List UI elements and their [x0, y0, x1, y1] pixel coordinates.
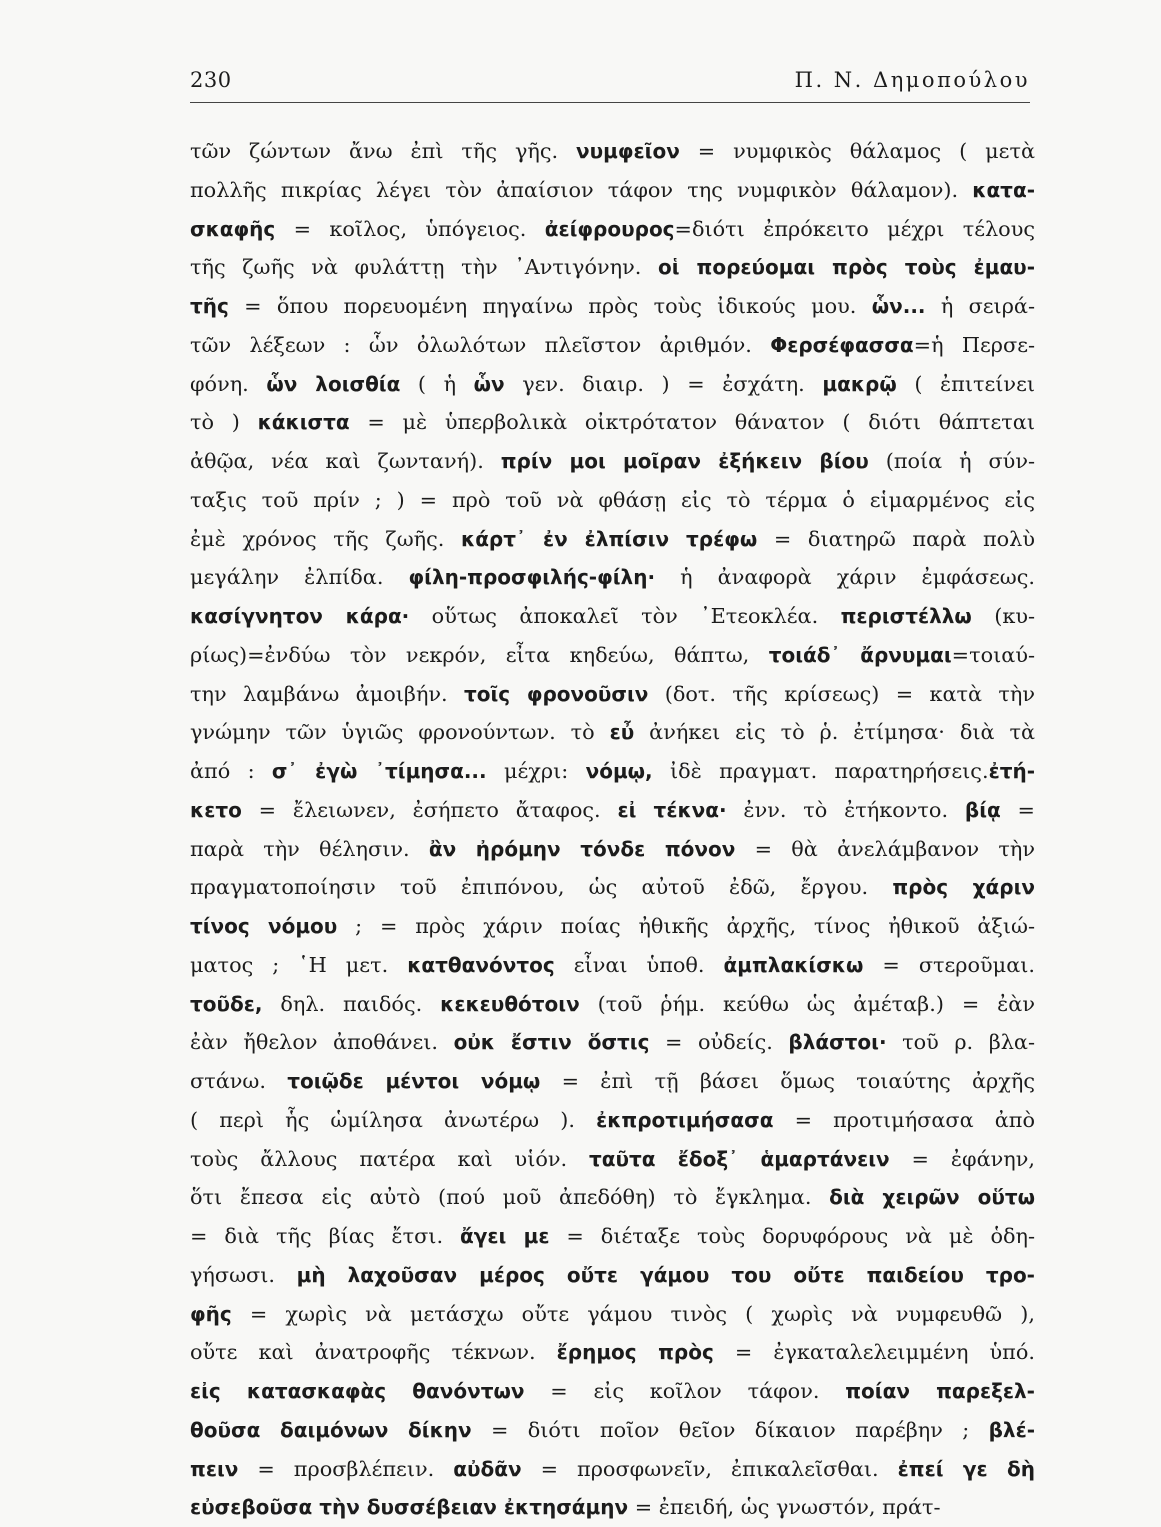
- text-line: [190, 868, 1035, 907]
- gloss-text: ἀπό :: [190, 759, 272, 783]
- lemma-term: τίνος νόμου: [190, 914, 338, 938]
- text-line: [190, 830, 1035, 869]
- lemma-term: ταῦτα ἔδοξ᾽ ἁμαρτάνειν: [589, 1146, 890, 1171]
- lemma-term: κάκιστα: [257, 410, 350, 435]
- lemma-term: βλάστοι·: [788, 1030, 887, 1055]
- text-line: [190, 210, 1035, 249]
- lemma-term: νυμφεῖον: [576, 139, 680, 163]
- lemma-term: βίᾳ: [964, 797, 1001, 822]
- gloss-text: = προσφωνεῖν, ἐπικαλεῖσθαι.: [521, 1456, 898, 1481]
- lemma-term: Φερσέφασσα: [770, 332, 914, 357]
- lemma-term: ἂν ἠρόμην τόνδε πόνον: [428, 836, 736, 861]
- lemma-term: κατθανόντος: [407, 952, 555, 977]
- gloss-text: (κυ-: [971, 604, 1035, 628]
- gloss-text: ρίως)=ἐνδύω τὸν νεκρόν, εἶτα κηδεύω, θάπτω,: [190, 642, 769, 667]
- gloss-text: ταξις τοῦ πρίν ; ) = πρὸ τοῦ νὰ φθάσῃ εἰς τὸ τέρμα ὁ εἱμαρμένος εἰς: [190, 487, 1035, 512]
- lemma-term: ἐπεί γε δὴ: [897, 1456, 1035, 1481]
- gloss-text: = θὰ ἀνελάμβανον τὴν: [735, 836, 1035, 861]
- text-line: [190, 1450, 1035, 1489]
- text-line: [190, 1101, 1035, 1140]
- lemma-term: ποίαν παρεξελ-: [845, 1379, 1035, 1403]
- lemma-term: μὴ λαχοῦσαν μέρος οὔτε γάμου του οὔτε παιδείου τρο-: [296, 1262, 1035, 1287]
- text-line: [190, 985, 1035, 1024]
- gloss-text: μέχρι:: [486, 759, 586, 783]
- lemma-term: οὐκ ἔστιν ὅστις: [453, 1030, 650, 1055]
- gloss-text: εἶναι ὑποθ.: [554, 952, 724, 977]
- text-line: [190, 1372, 1035, 1411]
- gloss-text: = νυμφικὸς θάλαμος ( μετὰ: [679, 139, 1035, 163]
- lemma-term: τῆς: [190, 294, 229, 318]
- gloss-text: = εἰς κοῖλον τάφον.: [524, 1379, 846, 1403]
- lemma-term: βλέ-: [988, 1417, 1035, 1442]
- gloss-text: ἐμὲ χρόνος τῆς ζωῆς.: [190, 526, 461, 551]
- gloss-text: παρὰ τὴν θέλησιν.: [190, 836, 429, 861]
- lemma-term: εὖ: [609, 720, 635, 745]
- text-line: [190, 1256, 1035, 1295]
- lemma-term: σκαφῆς: [190, 216, 276, 241]
- gloss-text: = ἐπὶ τῇ βάσει ὅμως τοιαύτης ἀρχῆς: [540, 1069, 1035, 1093]
- gloss-text: ἡ ἀναφορὰ χάριν ἐμφάσεως.: [655, 565, 1035, 590]
- text-line: [190, 1333, 1035, 1372]
- gloss-text: την λαμβάνω ἀμοιβήν.: [190, 681, 464, 706]
- body-text: [190, 132, 1035, 1527]
- lemma-term: κεκευθότοιν: [440, 991, 580, 1016]
- lemma-term: ὧν: [473, 371, 505, 396]
- lemma-term: σ᾽ ἐγὼ ᾽τίμησα...: [271, 759, 487, 783]
- lemma-term: κατα-: [972, 177, 1035, 202]
- text-line: [190, 636, 1035, 675]
- lemma-term: ἄγει με: [460, 1224, 550, 1248]
- text-line: [190, 403, 1035, 442]
- lemma-term: πρὸς χάριν: [892, 875, 1035, 900]
- text-line: [190, 171, 1035, 210]
- lemma-term: πειν: [190, 1456, 239, 1481]
- text-line: [190, 1295, 1035, 1334]
- text-line: [190, 558, 1035, 597]
- lemma-term: κάρτ᾽ ἐν ἐλπίσιν τρέφω: [460, 526, 758, 551]
- text-line: [190, 752, 1035, 791]
- gloss-text: ἀθῷα, νέα καὶ ζωντανή).: [190, 449, 501, 473]
- gloss-text: ἐὰν ἤθελον ἀποθάνει.: [190, 1030, 454, 1055]
- text-line: [190, 520, 1035, 559]
- text-line: [190, 713, 1035, 752]
- gloss-text: = οὐδείς.: [649, 1030, 789, 1055]
- gloss-text: ἐνν. τὸ ἐτήκοντο.: [726, 797, 965, 822]
- lemma-term: περιστέλλω: [840, 604, 972, 628]
- gloss-text: τῶν λέξεων : ὧν ὀλωλότων πλεῖστον ἀριθμόν.: [190, 332, 771, 357]
- lemma-term: οἱ πορεύομαι πρὸς τοὺς ἐμαυ-: [658, 255, 1035, 280]
- text-line: [190, 597, 1035, 636]
- gloss-text: ( ἐπιτείνει: [896, 371, 1035, 396]
- lemma-term: τοῖς φρονοῦσιν: [464, 681, 649, 706]
- gloss-text: γήσωσι.: [190, 1262, 297, 1287]
- text-line: [190, 1411, 1035, 1450]
- gloss-text: δηλ. παιδός.: [262, 991, 441, 1016]
- text-line: [190, 442, 1035, 481]
- text-line: [190, 791, 1035, 830]
- text-line: [190, 132, 1035, 171]
- gloss-text: (δοτ. τῆς κρίσεως) = κατὰ τὴν: [648, 681, 1035, 706]
- gloss-text: = προσβλέπειν.: [238, 1456, 454, 1481]
- text-line: [190, 1217, 1035, 1256]
- gloss-text: ; = πρὸς χάριν ποίας ἠθικῆς ἀρχῆς, τίνος ἠθικοῦ ἀξιώ-: [337, 914, 1035, 938]
- text-line: [190, 1140, 1035, 1179]
- page-header: [190, 68, 1030, 102]
- lemma-term: ἐκπροτιμήσασα: [596, 1107, 774, 1132]
- lemma-term: ἀείφρουρος: [544, 216, 675, 241]
- gloss-text: =ἡ Περσε-: [913, 332, 1035, 357]
- gloss-text: ἡ σειρά-: [925, 294, 1035, 318]
- gloss-text: τοῦ ρ. βλα-: [886, 1030, 1035, 1055]
- text-line: [190, 1488, 1035, 1527]
- gloss-text: οὕτως ἀποκαλεῖ τὸν ᾿Ετεοκλέα.: [409, 604, 841, 628]
- gloss-text: = προτιμήσασα ἀπὸ: [773, 1107, 1035, 1132]
- lemma-term: αὐδᾶν: [453, 1456, 522, 1481]
- gloss-text: = ἐπειδή, ὡς γνωστόν, πράτ-: [628, 1495, 941, 1520]
- gloss-text: = κοῖλος, ὑπόγειος.: [275, 216, 545, 241]
- text-line: [190, 481, 1035, 520]
- text-line: [190, 326, 1035, 365]
- lemma-term: εὐσεβοῦσα τὴν δυσσέβειαν ἐκτησάμην: [190, 1495, 629, 1520]
- lemma-term: φίλη-προσφιλής-φίλη·: [408, 565, 656, 590]
- gloss-text: πολλῆς πικρίας λέγει τὸν ἀπαίσιον τάφον της νυμφικὸν θάλαμον).: [190, 177, 973, 202]
- gloss-text: = διότι ποῖον θεῖον δίκαιον παρέβην ;: [471, 1417, 989, 1442]
- lemma-term: εἰς κατασκαφὰς θανόντων: [190, 1379, 525, 1403]
- text-line: [190, 907, 1035, 946]
- gloss-text: ἰδὲ πραγματ. παρατηρήσεις.: [652, 759, 989, 783]
- lemma-term: φῆς: [190, 1301, 232, 1326]
- gloss-text: ( περὶ ἧς ὡμίλησα ἀνωτέρω ).: [190, 1107, 597, 1132]
- lemma-term: ἔρημος πρὸς: [556, 1340, 714, 1365]
- lemma-term: τοιῷδε μέντοι νόμῳ: [287, 1069, 541, 1093]
- gloss-text: = διέταξε τοὺς δορυφόρους νὰ μὲ ὁδη-: [549, 1224, 1035, 1248]
- lemma-term: τοῦδε,: [190, 991, 263, 1016]
- gloss-text: γνώμην τῶν ὑγιῶς φρονούντων. τὸ: [190, 720, 610, 745]
- gloss-text: ὅτι ἔπεσα εἰς αὐτὸ (πού μοῦ ἀπεδόθη) τὸ ἔγκλημα.: [190, 1185, 830, 1210]
- gloss-text: = ἐγκαταλελειμμένη ὑπό.: [713, 1340, 1035, 1365]
- gloss-text: = διὰ τῆς βίας ἔτσι.: [190, 1224, 461, 1248]
- gloss-text: = στεροῦμαι.: [863, 952, 1035, 977]
- text-line: [190, 287, 1035, 326]
- gloss-text: τὸ ): [190, 410, 258, 435]
- text-line: [190, 1062, 1035, 1101]
- lemma-term: ὧν λοισθία: [266, 371, 401, 396]
- running-head: Π. Ν. Δημοπούλου: [794, 68, 1030, 92]
- lemma-term: εἰ τέκνα·: [617, 797, 727, 822]
- gloss-text: =διότι ἐπρόκειτο μέχρι τέλους: [674, 216, 1035, 241]
- text-line: [190, 675, 1035, 714]
- lemma-term: ἀμπλακίσκω: [723, 952, 864, 977]
- lemma-term: ὧν...: [871, 294, 926, 318]
- gloss-text: τῆς ζωῆς νὰ φυλάττῃ τὴν ᾿Αντιγόνην.: [190, 255, 658, 280]
- gloss-text: = μὲ ὑπερβολικὰ οἰκτρότατον θάνατον ( διότι θάπτεται: [349, 410, 1035, 435]
- lemma-term: κετο: [190, 797, 242, 822]
- gloss-text: (ποία ἡ σύν-: [868, 449, 1035, 473]
- gloss-text: = ἔλειωνεν, ἐσήπετο ἄταφος.: [241, 797, 618, 822]
- header-rule: [190, 102, 1030, 103]
- gloss-text: ( ἡ: [400, 371, 474, 396]
- gloss-text: στάνω.: [190, 1069, 288, 1093]
- page-number: 230: [190, 68, 232, 92]
- gloss-text: = ἐφάνην,: [889, 1146, 1035, 1171]
- gloss-text: = ὅπου πορευομένη πηγαίνω πρὸς τοὺς ἰδικούς μου.: [228, 294, 872, 318]
- text-line: [190, 1023, 1035, 1062]
- lemma-term: κασίγνητον κάρα·: [190, 604, 410, 628]
- gloss-text: =: [1000, 797, 1035, 822]
- gloss-text: ματος ; ῾Η μετ.: [190, 952, 408, 977]
- text-line: [190, 946, 1035, 985]
- gloss-text: οὔτε καὶ ἀνατροφῆς τέκνων.: [190, 1340, 557, 1365]
- gloss-text: = χωρὶς νὰ μετάσχω οὔτε γάμου τινὸς ( χωρὶς νὰ νυμφευθῶ ),: [231, 1301, 1035, 1326]
- lemma-term: τοιάδ᾽ ἄρνυμαι: [768, 642, 952, 667]
- lemma-term: διὰ χειρῶν οὕτω: [829, 1185, 1035, 1210]
- text-line: [190, 365, 1035, 404]
- gloss-text: τῶν ζώντων ἄνω ἐπὶ τῆς γῆς.: [190, 139, 577, 163]
- gloss-text: πραγματοποίησιν τοῦ ἐπιπόνου, ὡς αὐτοῦ ἐδῶ, ἔργου.: [190, 875, 893, 900]
- lemma-term: νόμῳ,: [585, 759, 653, 783]
- gloss-text: = διατηρῶ παρὰ πολὺ: [757, 526, 1035, 551]
- lemma-term: ἐτή-: [988, 759, 1035, 783]
- lemma-term: πρίν μοι μοῖραν ἐξήκειν βίου: [500, 449, 869, 473]
- gloss-text: τοὺς ἄλλους πατέρα καὶ υἱόν.: [190, 1146, 590, 1171]
- gloss-text: γεν. διαιρ. ) = ἐσχάτη.: [504, 371, 823, 396]
- gloss-text: φόνη.: [190, 371, 267, 396]
- gloss-text: (τοῦ ῥήμ. κεύθω ὡς ἀμέταβ.) = ἐὰν: [579, 991, 1035, 1016]
- gloss-text: ἀνήκει εἰς τὸ ῥ. ἐτίμησα· διὰ τὰ: [634, 720, 1035, 745]
- gloss-text: μεγάλην ἐλπίδα.: [190, 565, 409, 590]
- gloss-text: =τοιαύ-: [951, 642, 1035, 667]
- text-line: [190, 1178, 1035, 1217]
- lemma-term: μακρῷ: [822, 371, 897, 396]
- lemma-term: θοῦσα δαιμόνων δίκην: [190, 1417, 472, 1442]
- text-line: [190, 248, 1035, 287]
